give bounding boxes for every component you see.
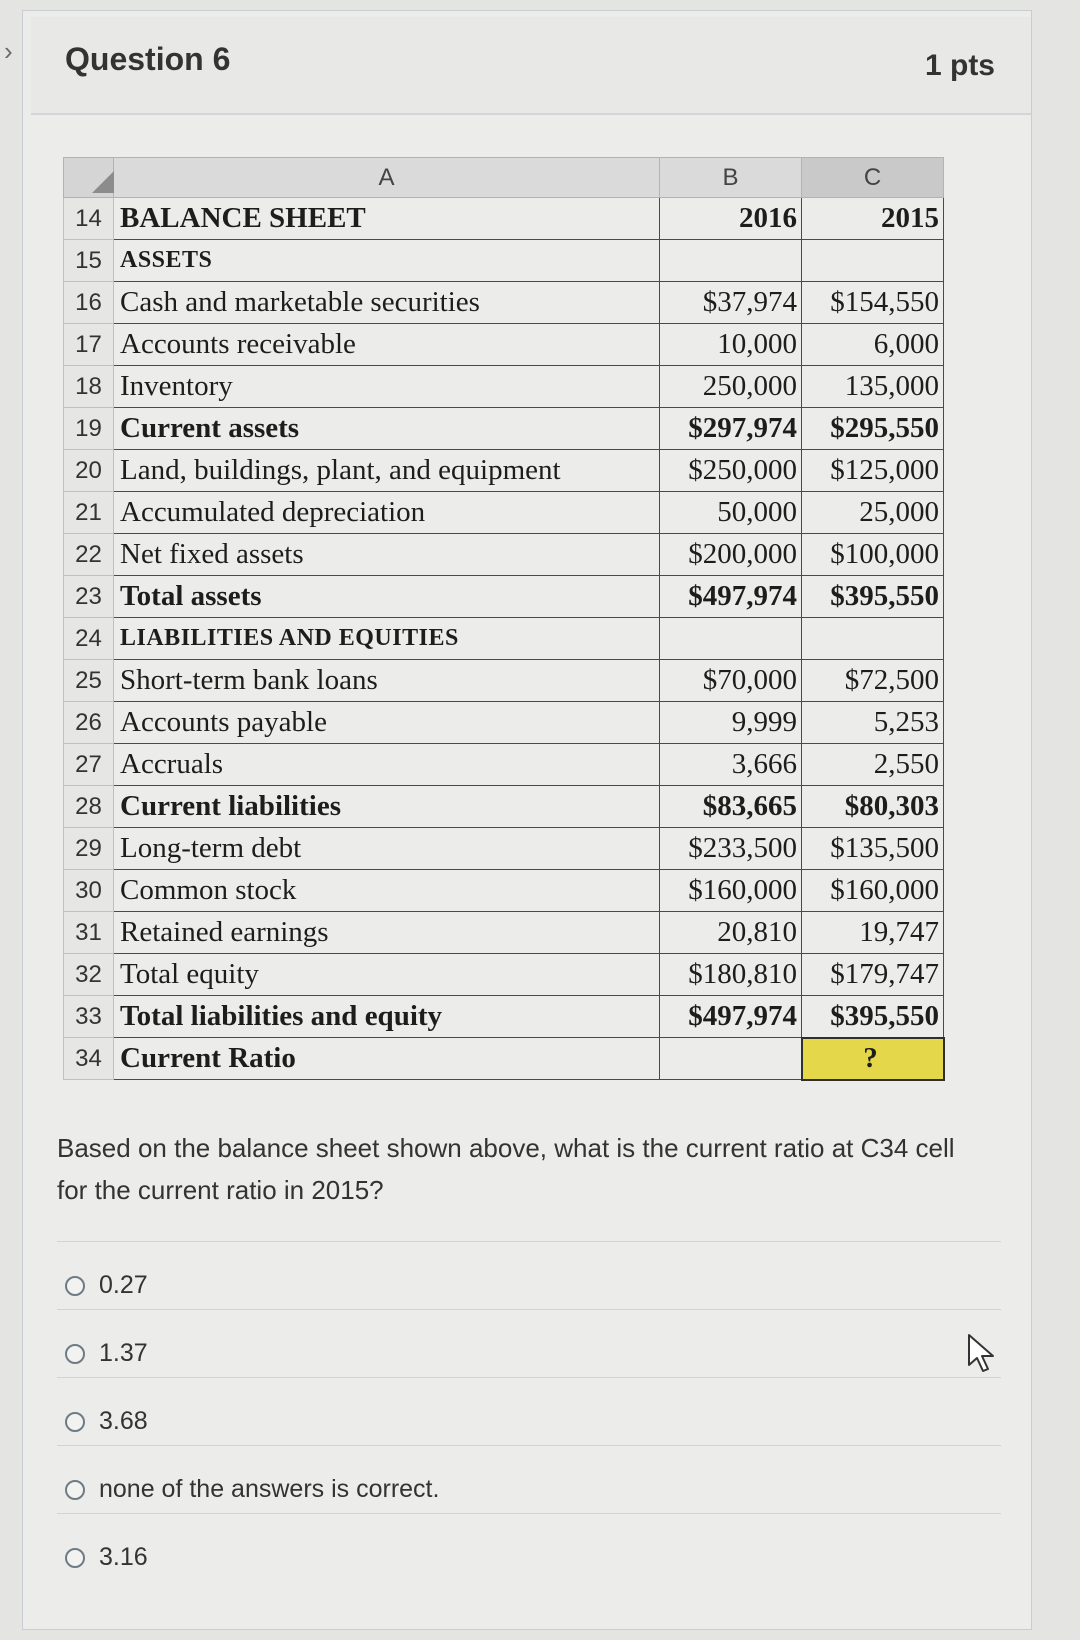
row-number: 31 <box>64 912 114 954</box>
row-label: Current liabilities <box>114 786 660 828</box>
row-label: Net fixed assets <box>114 534 660 576</box>
row-number: 21 <box>64 492 114 534</box>
row-label: ASSETS <box>114 240 660 282</box>
cell-2016: 250,000 <box>660 366 802 408</box>
row-label: Cash and marketable securities <box>114 282 660 324</box>
cell-2016: $297,974 <box>660 408 802 450</box>
row-label: LIABILITIES AND EQUITIES <box>114 618 660 660</box>
divider <box>57 1241 1001 1242</box>
radio-button[interactable] <box>65 1412 85 1432</box>
cell-2016 <box>660 1038 802 1080</box>
answer-option-4[interactable] <box>65 1543 148 1572</box>
divider <box>57 1513 1001 1514</box>
answer-label: none of the answers is correct. <box>99 1475 440 1503</box>
row-label: Total liabilities and equity <box>114 996 660 1038</box>
row-label: Current assets <box>114 408 660 450</box>
row-number: 19 <box>64 408 114 450</box>
divider <box>57 1309 1001 1310</box>
answer-label: 0.27 <box>99 1271 148 1299</box>
question-header <box>31 17 1031 115</box>
sheet-row <box>64 954 944 996</box>
cell-2015: $160,000 <box>802 870 944 912</box>
radio-button[interactable] <box>65 1344 85 1364</box>
cell-2016: $160,000 <box>660 870 802 912</box>
row-label: Land, buildings, plant, and equipment <box>114 450 660 492</box>
cell-2015: 5,253 <box>802 702 944 744</box>
row-label: Accruals <box>114 744 660 786</box>
sheet-row <box>64 786 944 828</box>
answer-option-1[interactable] <box>65 1339 148 1368</box>
cell-2015: $395,550 <box>802 996 944 1038</box>
answer-option-0[interactable] <box>65 1271 148 1300</box>
sheet-row <box>64 996 944 1038</box>
cell-2016: $70,000 <box>660 660 802 702</box>
cell-2015: $295,550 <box>802 408 944 450</box>
column-header-c: C <box>802 158 944 198</box>
cell-2015: 25,000 <box>802 492 944 534</box>
cell-2016: 10,000 <box>660 324 802 366</box>
row-number: 25 <box>64 660 114 702</box>
cell-2015: 2,550 <box>802 744 944 786</box>
cell-2016: 9,999 <box>660 702 802 744</box>
cell-2015: 135,000 <box>802 366 944 408</box>
cell-2016: $83,665 <box>660 786 802 828</box>
cell-2016: 20,810 <box>660 912 802 954</box>
row-label: Accounts payable <box>114 702 660 744</box>
sheet-row <box>64 450 944 492</box>
cell-2015: 19,747 <box>802 912 944 954</box>
sheet-row <box>64 870 944 912</box>
answer-label: 1.37 <box>99 1339 148 1367</box>
cell-2015: $80,303 <box>802 786 944 828</box>
answer-option-2[interactable] <box>65 1407 148 1436</box>
answer-label: 3.68 <box>99 1407 148 1435</box>
current-ratio-target-cell: ? <box>802 1038 944 1080</box>
balance-sheet-table <box>63 157 945 1081</box>
cell-2016 <box>660 240 802 282</box>
collapse-chevron-icon[interactable]: › <box>4 36 13 66</box>
cell-2015: 6,000 <box>802 324 944 366</box>
radio-button[interactable] <box>65 1548 85 1568</box>
cell-2015: $135,500 <box>802 828 944 870</box>
cell-2015 <box>802 240 944 282</box>
question-title: Question 6 <box>65 41 231 77</box>
row-number: 24 <box>64 618 114 660</box>
select-all-icon <box>92 171 114 193</box>
cell-2015: $100,000 <box>802 534 944 576</box>
divider <box>57 1377 1001 1378</box>
cell-2016: $180,810 <box>660 954 802 996</box>
cell-2015: $179,747 <box>802 954 944 996</box>
divider <box>57 1445 1001 1446</box>
cell-2016 <box>660 618 802 660</box>
sheet-row <box>64 702 944 744</box>
sheet-row <box>64 576 944 618</box>
row-label: Current Ratio <box>114 1038 660 1080</box>
row-label: Accounts receivable <box>114 324 660 366</box>
cell-2016: $497,974 <box>660 996 802 1038</box>
cell-2015: $72,500 <box>802 660 944 702</box>
row-number: 18 <box>64 366 114 408</box>
row-number: 29 <box>64 828 114 870</box>
question-prompt: Based on the balance sheet shown above, what is the current ratio at C34 cell for the current ratio in 2015? <box>57 1133 955 1205</box>
row-number: 34 <box>64 1038 114 1080</box>
answer-label: 3.16 <box>99 1543 148 1571</box>
cell-2016: 50,000 <box>660 492 802 534</box>
row-label: Long-term debt <box>114 828 660 870</box>
row-number: 27 <box>64 744 114 786</box>
sheet-row <box>64 282 944 324</box>
sheet-row <box>64 534 944 576</box>
row-label: BALANCE SHEET <box>114 198 660 240</box>
sheet-row <box>64 240 944 282</box>
sheet-row <box>64 366 944 408</box>
row-label: Accumulated depreciation <box>114 492 660 534</box>
mouse-pointer-icon <box>967 1333 997 1375</box>
cell-2015 <box>802 618 944 660</box>
sheet-row <box>64 324 944 366</box>
row-number: 20 <box>64 450 114 492</box>
sheet-row <box>64 912 944 954</box>
row-number: 26 <box>64 702 114 744</box>
year-2016-header: 2016 <box>660 198 802 240</box>
column-header-a: A <box>114 158 660 198</box>
row-number: 32 <box>64 954 114 996</box>
row-label: Common stock <box>114 870 660 912</box>
row-label: Retained earnings <box>114 912 660 954</box>
row-number: 16 <box>64 282 114 324</box>
sheet-row <box>64 1038 944 1080</box>
cell-2016: $233,500 <box>660 828 802 870</box>
row-label: Total equity <box>114 954 660 996</box>
row-number: 28 <box>64 786 114 828</box>
sheet-row <box>64 618 944 660</box>
cell-2015: $125,000 <box>802 450 944 492</box>
cell-2016: 3,666 <box>660 744 802 786</box>
radio-button[interactable] <box>65 1276 85 1296</box>
column-header-b: B <box>660 158 802 198</box>
row-number: 14 <box>64 198 114 240</box>
row-number: 17 <box>64 324 114 366</box>
sheet-row <box>64 492 944 534</box>
year-2015-header: 2015 <box>802 198 944 240</box>
question-card <box>22 10 1032 1630</box>
select-all-corner <box>64 158 114 198</box>
sheet-row <box>64 828 944 870</box>
cell-2016: $497,974 <box>660 576 802 618</box>
row-number: 33 <box>64 996 114 1038</box>
row-number: 15 <box>64 240 114 282</box>
cell-2016: $37,974 <box>660 282 802 324</box>
row-number: 30 <box>64 870 114 912</box>
row-number: 22 <box>64 534 114 576</box>
question-points: 1 pts <box>924 49 995 82</box>
radio-button[interactable] <box>65 1480 85 1500</box>
cell-2015: $395,550 <box>802 576 944 618</box>
sheet-row <box>64 744 944 786</box>
row-label: Total assets <box>114 576 660 618</box>
row-label: Inventory <box>114 366 660 408</box>
row-number: 23 <box>64 576 114 618</box>
answer-option-3[interactable] <box>65 1475 439 1504</box>
cell-2015: $154,550 <box>802 282 944 324</box>
sheet-row <box>64 660 944 702</box>
cell-2016: $200,000 <box>660 534 802 576</box>
sheet-row <box>64 198 944 240</box>
cell-2016: $250,000 <box>660 450 802 492</box>
row-label: Short-term bank loans <box>114 660 660 702</box>
sheet-row <box>64 408 944 450</box>
